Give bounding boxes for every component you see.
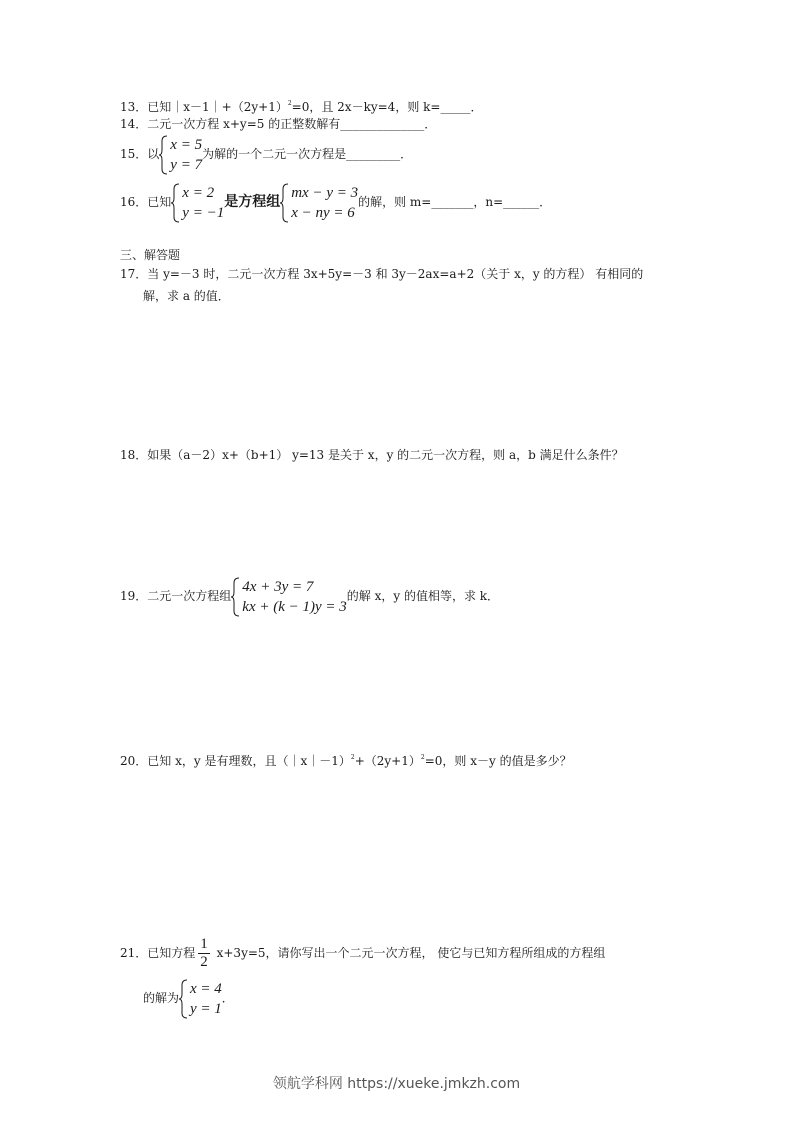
equation-row: 4x + 3y = 7	[242, 578, 314, 595]
equation-row: kx + (k − 1)y = 3	[242, 598, 347, 615]
equation-system	[171, 183, 224, 223]
question-text: 如果（a－2）x+（b+1） y=13 是关于 x，y 的二元一次方程，则 a，b 满足什么条件？	[147, 448, 624, 462]
question-16	[120, 182, 551, 223]
equation-system	[159, 135, 202, 175]
question-number: 16．	[120, 195, 148, 209]
exponent: 2	[350, 754, 355, 761]
question-17	[120, 266, 643, 282]
question-14	[120, 116, 436, 132]
equation-row: y = 1	[190, 1000, 222, 1017]
left-brace-icon	[231, 577, 240, 617]
question-text: 已知 x，y 是有理数，且（｜x｜－1）	[147, 754, 351, 768]
equation-row: y = −1	[182, 204, 225, 221]
equation-row: mx − y = 3	[291, 184, 359, 201]
fraction-numerator: 1	[200, 936, 208, 952]
question-number: 21．	[120, 946, 148, 960]
question-text: 二元一次方程 x+y=5 的正整数解有______________．	[147, 117, 437, 131]
question-number: 15．	[120, 147, 148, 161]
question-number: 14．	[120, 117, 148, 131]
question-17-continuation: 解，求 a 的值．	[143, 289, 230, 303]
exponent: 2	[420, 754, 425, 761]
question-text: 的解为	[143, 991, 180, 1005]
question-text: 以	[147, 147, 160, 161]
question-text: 当 y=－3 时，二元一次方程 3x+5y=－3 和 3y－2ax=a+2（关于 x，y 的方程） 有相同的	[147, 267, 644, 281]
question-text: 已知｜x－1｜+（2y+1）	[147, 100, 288, 114]
equation-system	[231, 577, 347, 617]
question-21-continuation	[143, 978, 234, 1019]
equation-system	[280, 183, 358, 223]
fraction-denominator: 2	[200, 954, 208, 970]
left-brace-icon	[171, 183, 180, 223]
question-number: 18．	[120, 448, 148, 462]
question-text: 是方程组	[224, 194, 281, 210]
question-19	[120, 576, 499, 617]
equation-row: x = 4	[190, 980, 222, 997]
footer-watermark: 领航学科网 https://xueke.jmkzh.com	[272, 1076, 521, 1092]
question-text: ．	[221, 991, 234, 1005]
question-text: =0，则 x－y 的值是多少？	[424, 754, 572, 768]
question-text: =0，且 2x－ky=4，则 k=_____．	[291, 100, 483, 114]
question-15	[120, 134, 412, 175]
equation-row: x − ny = 6	[291, 204, 355, 221]
question-13	[120, 96, 482, 115]
question-number: 19．	[120, 589, 148, 603]
equation-row: x = 2	[182, 184, 215, 201]
question-text: 为解的一个二元一次方程是_________．	[202, 147, 413, 161]
question-text: x+3y=5，请你写出一个二元一次方程， 使它与已知方程所组成的方程组	[212, 946, 606, 960]
question-text: 已知	[147, 195, 172, 209]
exponent: 2	[287, 100, 292, 107]
question-text: 的解 x，y 的值相等，求 k．	[346, 589, 500, 603]
left-brace-icon	[159, 135, 168, 175]
section-heading: 三、解答题	[120, 248, 181, 262]
question-number: 13．	[120, 100, 148, 114]
question-text: 的解，则 m=_______，n=______．	[358, 195, 552, 209]
equation-row: x = 5	[170, 136, 203, 153]
question-number: 20．	[120, 754, 148, 768]
left-brace-icon	[179, 979, 188, 1019]
fraction	[198, 936, 210, 971]
question-text: 二元一次方程组	[147, 589, 232, 603]
question-21	[120, 935, 605, 971]
question-number: 17．	[120, 267, 148, 281]
question-18	[120, 447, 624, 463]
equation-system	[179, 979, 222, 1019]
question-20	[120, 750, 572, 769]
question-text: +（2y+1）	[354, 754, 421, 768]
equation-row: y = 7	[170, 156, 203, 173]
question-text: 已知方程	[147, 946, 196, 960]
left-brace-icon	[280, 183, 289, 223]
